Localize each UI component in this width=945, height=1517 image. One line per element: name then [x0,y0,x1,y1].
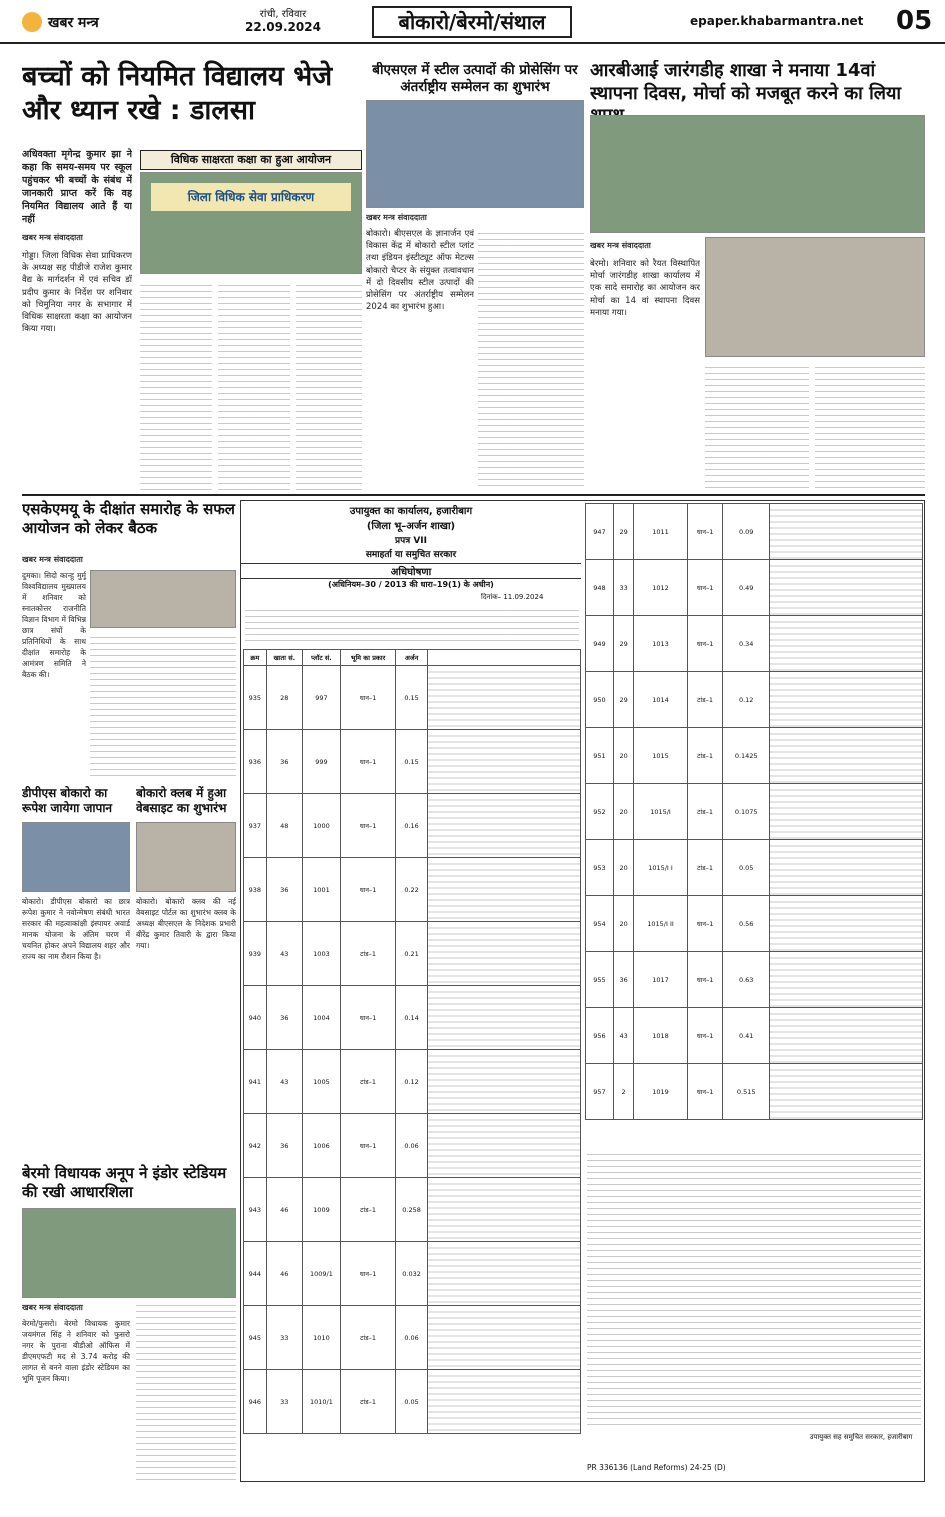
table-cell: 1015 [634,728,687,784]
club-headline: बोकारो क्लब में हुआ वेबसाइट का शुभारंभ [136,786,227,815]
stadium-photo [22,1208,236,1298]
table-cell: 0.21 [396,922,428,986]
table-cell: टांड–1 [341,1370,396,1434]
logo-text: खबर मन्त्र [48,14,99,31]
skmu-photo [90,570,236,628]
table-cell: 0.032 [396,1242,428,1306]
table-cell: 0.63 [723,952,770,1008]
table-cell: 36 [613,952,633,1008]
table-cell: 0.22 [396,858,428,922]
owner-details-cell [428,1050,581,1114]
dalsa-banner: जिला विधिक सेवा प्राधिकरण [151,183,351,211]
notice-heading: अधिघोषणा [241,563,581,579]
table-cell: 997 [302,666,340,730]
dps-headline: डीपीएस बोकारो का रूपेश जायेगा जापान [22,786,113,815]
table-cell: 0.12 [723,672,770,728]
table-cell: धान–1 [687,504,723,560]
table-cell: टांड–1 [687,784,723,840]
owner-details-cell [770,616,923,672]
table-cell: 20 [613,784,633,840]
dalsa-headline: बच्चों को नियमित विद्यालय भेजे और ध्यान रखे : डालसा [22,61,333,126]
table-row [244,1306,581,1370]
table-row [586,504,923,560]
table-cell: 43 [613,1008,633,1064]
table-cell: 947 [586,504,614,560]
table-cell: धान–1 [341,1114,396,1178]
col-serial: क्रम [244,650,267,666]
table-row [244,986,581,1050]
owner-details-cell [770,840,923,896]
owner-details-cell [770,672,923,728]
rbi-photo-1 [590,115,925,233]
table-cell: 1010/1 [302,1370,340,1434]
owner-details-cell [428,794,581,858]
table-cell: 36 [266,986,302,1050]
land-table-right [585,503,923,1120]
table-cell: 20 [613,728,633,784]
table-cell: धान–1 [687,1064,723,1120]
club-photo [136,822,236,892]
table-row [244,1370,581,1434]
table-cell: 939 [244,922,267,986]
table-cell: धान–1 [341,666,396,730]
table-cell: 20 [613,896,633,952]
table-cell: 942 [244,1114,267,1178]
dateline [238,8,328,34]
table-cell: 952 [586,784,614,840]
table-cell: 0.15 [396,730,428,794]
table-cell: 940 [244,986,267,1050]
table-cell: 1018 [634,1008,687,1064]
notice-table-right [585,503,923,1143]
table-cell: धान–1 [341,858,396,922]
table-cell: टांड–1 [341,1306,396,1370]
stadium-body-cont [136,1300,236,1480]
table-cell: धान–1 [687,560,723,616]
dalsa-body-cont-1 [140,280,212,490]
table-cell: 46 [266,1178,302,1242]
dalsa-byline: खबर मन्त्र संवाददाता [22,233,83,242]
table-cell: 0.05 [723,840,770,896]
table-cell: 43 [266,1050,302,1114]
notice-ref: PR 336136 (Land Reforms) 24-25 (D) [587,1463,726,1472]
website-link[interactable]: epaper.khabarmantra.net [690,14,864,28]
table-cell: 943 [244,1178,267,1242]
table-cell: 1004 [302,986,340,1050]
notice-act: (अधिनियम–30 / 2013 की धारा–19(1) के अधीन) [328,580,494,589]
table-cell: 29 [613,672,633,728]
owner-details-cell [428,1242,581,1306]
rbi-byline: खबर मन्त्र संवाददाता [590,241,651,250]
notice-preamble [245,605,579,645]
table-row [586,840,923,896]
dalsa-subhead: विधिक साक्षरता कक्षा का हुआ आयोजन [140,150,362,170]
dps-body: बोकारो। डीपीएस बोकारो का छात्र रूपेश कुमार ने नवोन्मेषण संबंधी भारत सरकार की महत्वाकांक्षी इंस्पायर अवार्ड मानक योजना के अंतिम चरण में चयनित होकर अपने विद्यालय शहर और राज्य का नाम रौशन किया है। [22,897,130,961]
table-cell: 955 [586,952,614,1008]
table-row [244,922,581,986]
table-cell: 28 [266,666,302,730]
table-row [586,672,923,728]
table-cell: 1013 [634,616,687,672]
table-row [244,730,581,794]
masthead [0,0,945,44]
notice-sign: उपायुक्त सह समुचित सरकार, हजारीबाग [809,1433,913,1441]
table-cell: 48 [266,794,302,858]
col-plot: प्लॉट सं. [302,650,340,666]
rbi-headline: आरबीआई जारंगडीह शाखा ने मनाया 14वां स्थापना दिवस, मोर्चा को मजबूत करने का लिया [590,60,902,104]
dps-photo [22,822,130,892]
table-cell: 1005 [302,1050,340,1114]
table-cell: 29 [613,616,633,672]
bsl-byline: खबर मन्त्र संवाददाता [366,213,427,222]
owner-details-cell [770,784,923,840]
table-row [586,616,923,672]
table-cell: 33 [266,1370,302,1434]
owner-details-cell [428,666,581,730]
notice-terms [587,1149,921,1429]
logo-icon [22,12,42,32]
table-cell: धान–1 [687,896,723,952]
stadium-byline: खबर मन्त्र संवाददाता [22,1303,83,1312]
table-cell: 2 [613,1064,633,1120]
table-cell: 951 [586,728,614,784]
table-cell: 0.16 [396,794,428,858]
table-cell: 1006 [302,1114,340,1178]
table-cell: 957 [586,1064,614,1120]
table-cell: 956 [586,1008,614,1064]
table-cell: 0.34 [723,616,770,672]
table-cell: 1010 [302,1306,340,1370]
table-cell: 0.515 [723,1064,770,1120]
stadium-headline: बेरमो विधायक अनूप ने इंडोर स्टेडियम की रखी आधारशिला [22,1164,227,1201]
table-row [244,1242,581,1306]
table-cell: धान–1 [341,730,396,794]
table-cell: 1014 [634,672,687,728]
table-row [586,896,923,952]
table-cell: 1011 [634,504,687,560]
table-cell: 33 [613,560,633,616]
owner-details-cell [428,1306,581,1370]
table-cell: 0.41 [723,1008,770,1064]
table-cell: 46 [266,1242,302,1306]
skmu-headline: एसकेएमयू के दीक्षांत समारोह के सफल आयोजन को लेकर बैठक [22,500,235,537]
table-cell: 999 [302,730,340,794]
dalsa-photo [140,172,362,274]
table-cell: 33 [266,1306,302,1370]
table-cell: 29 [613,504,633,560]
table-cell: 950 [586,672,614,728]
notice-office: उपायुक्त का कार्यालय, हजारीबाग [349,506,473,517]
table-row [586,952,923,1008]
table-cell: 0.06 [396,1114,428,1178]
table-cell: 36 [266,1114,302,1178]
owner-details-cell [428,1114,581,1178]
table-cell: 1009 [302,1178,340,1242]
table-cell: 36 [266,858,302,922]
dalsa-body: गोड्डा। जिला विधिक सेवा प्राधिकरण के अध्यक्ष सह पीडीजे राजेश कुमार वैद्य के मार्गदर्शन में एवं सचिव डॉ प्रदीप कुमार के निर्देश पर शनिवार को चिमुनिया नगर के सभागार में विधिक साक्षरता कक्षा का आयोजन किया गया। [22,251,132,335]
bsl-photo-1 [366,100,584,208]
table-row [244,794,581,858]
notice-form: प्रपत्र VII [395,536,427,546]
skmu-body-cont [90,632,236,780]
table-cell: 1000 [302,794,340,858]
table-row [586,560,923,616]
table-row [586,728,923,784]
bsl-body-cont-1 [478,228,584,490]
table-cell: 946 [244,1370,267,1434]
rbi-body-cont-1 [705,362,809,490]
table-row [586,1008,923,1064]
owner-details-cell [770,728,923,784]
table-cell: 948 [586,560,614,616]
table-cell: टांड–1 [687,840,723,896]
rbi-body-cont-2 [815,362,925,490]
table-cell: 0.05 [396,1370,428,1434]
city: रांची, रविवार [259,9,307,20]
dalsa-deck: अधिवक्ता मृगेन्द्र कुमार झा ने कहा कि समय-समय पर स्कूल पहुंचकर भी बच्चों के संबंध में जानकारी प्राप्त करें कि वह नियमित विद्यालय आते हैं या नहीं [22,149,132,225]
table-cell: टांड–1 [341,922,396,986]
table-cell: 944 [244,1242,267,1306]
owner-details-cell [428,858,581,922]
table-cell: 1015/I [634,784,687,840]
table-cell: 954 [586,896,614,952]
table-cell: 935 [244,666,267,730]
table-cell: 0.09 [723,504,770,560]
table-cell: 0.56 [723,896,770,952]
table-cell: धान–1 [341,794,396,858]
owner-details-cell [428,730,581,794]
table-cell: 1015/I II [634,896,687,952]
table-cell: 941 [244,1050,267,1114]
table-cell: 0.1425 [723,728,770,784]
owner-details-cell [770,952,923,1008]
col-khata: खाता सं. [266,650,302,666]
skmu-byline: खबर मन्त्र संवाददाता [22,555,83,564]
section-divider [22,494,925,496]
bsl-body: बोकारो। बीएसएल के ज्ञानार्जन एवं विकास केंद्र में बोकारो स्टील प्लांट तथा इंडियन इंस्टीट्यूट ऑफ मेटल्स बोकारो चैप्टर के संयुक्त तत्वावधान में दो दिवसीय स्टील उत्पादों की प्रोसेसिंग पर अंतर्राष्ट्रीय सम्मेलन 2024 का शुभारंभ हुआ। [366,229,474,313]
table-cell: धान–1 [687,616,723,672]
table-cell: 0.06 [396,1306,428,1370]
stadium-body: बेरमो/फुसरो। बेरमो विधायक कुमार जयमंगल सिंह ने शनिवार को फुसरो नगर के पुराना बीडीओ ऑफिस में डीएमएफटी मद से 3.74 करोड़ की लागत से बनने वाला इंडोर स्टेडियम का भूमि पूजन किया। [22,1319,130,1383]
owner-details-cell [770,560,923,616]
table-cell: टांड–1 [341,1050,396,1114]
table-row [244,1050,581,1114]
table-cell: 936 [244,730,267,794]
table-cell: 36 [266,730,302,794]
owner-details-cell [428,986,581,1050]
table-cell: 0.14 [396,986,428,1050]
table-row [586,784,923,840]
table-cell: 0.12 [396,1050,428,1114]
table-cell: 1009/1 [302,1242,340,1306]
table-cell: टांड–1 [687,672,723,728]
owner-details-cell [770,1008,923,1064]
table-cell: धान–1 [341,986,396,1050]
table-cell: 0.15 [396,666,428,730]
rbi-photo-2 [705,237,925,357]
table-cell: 1001 [302,858,340,922]
notice-authority: समाहर्ता या समुचित सरकार [365,550,457,560]
owner-details-cell [770,504,923,560]
table-row [244,1178,581,1242]
owner-details-cell [428,922,581,986]
skmu-body: दुमका। सिदो कान्हु मुर्मू विश्वविद्यालय मुख्यालय में शनिवार को स्नातकोत्तर राजनीति विज्ञान विभाग में विभिन्न छात्र संघों के प्रतिनिधियों के साथ दीक्षांत समारोह के आमंत्रण समिति ने बैठक की। [22,571,86,679]
table-cell: 0.49 [723,560,770,616]
owner-details-cell [770,896,923,952]
table-cell: धान–1 [687,952,723,1008]
table-cell: 937 [244,794,267,858]
owner-details-cell [428,1178,581,1242]
owner-details-cell [770,1064,923,1120]
table-cell: 0.258 [396,1178,428,1242]
col-area: अर्जन [396,650,428,666]
notice-table-left [243,649,581,1479]
table-cell: 938 [244,858,267,922]
newspaper-logo [22,10,132,34]
table-cell: 20 [613,840,633,896]
dalsa-body-cont-2 [218,280,290,490]
notice-date: दिनांक– 11.09.2024 [481,593,544,601]
col-type: भूमि का प्रकार [341,650,396,666]
table-cell: 1003 [302,922,340,986]
land-notice [240,500,925,1482]
table-cell: 43 [266,922,302,986]
dalsa-body-cont-3 [296,280,362,490]
table-cell: टांड–1 [687,728,723,784]
club-body: बोकारो। बोकारो क्लब की नई वेबसाइट पोर्टल का शुभारंभ क्लब के अध्यक्ष बीएसएल के निदेशक प्रभारी बीरेंद्र कुमार तिवारी के द्वारा किया गया। [136,897,236,950]
table-cell: 1017 [634,952,687,1008]
land-table-left [243,649,581,1434]
owner-details-cell [428,1370,581,1434]
page-number: 05 [896,6,933,36]
rbi-body: बेरमो। शनिवार को रैयत विस्थापित मोर्चा जारंगडीह शाखा कार्यालय में एक सादे समारोह का आयोजन कर मोर्चा का 14 वां स्थापना दिवस मनाया गया। [590,259,700,318]
col-owners [428,650,581,666]
table-row [244,666,581,730]
date: 22.09.2024 [245,20,321,34]
bsl-headline: बीएसएल में स्टील उत्पादों की प्रोसेसिंग पर अंतर्राष्ट्रीय सम्मेलन का शुभारंभ [372,62,578,95]
table-cell: 1012 [634,560,687,616]
section-title: बोकारो/बेरमो/संथाल [372,6,572,38]
notice-dept: (जिला भू–अर्जन शाखा) [366,521,456,532]
table-cell: 945 [244,1306,267,1370]
table-cell: 1019 [634,1064,687,1120]
table-cell: 953 [586,840,614,896]
table-cell: धान–1 [341,1242,396,1306]
table-cell: टांड–1 [341,1178,396,1242]
table-row [586,1064,923,1120]
table-cell: धान–1 [687,1008,723,1064]
table-cell: 949 [586,616,614,672]
table-row [244,858,581,922]
table-row [244,1114,581,1178]
table-cell: 1015/I I [634,840,687,896]
table-cell: 0.1075 [723,784,770,840]
